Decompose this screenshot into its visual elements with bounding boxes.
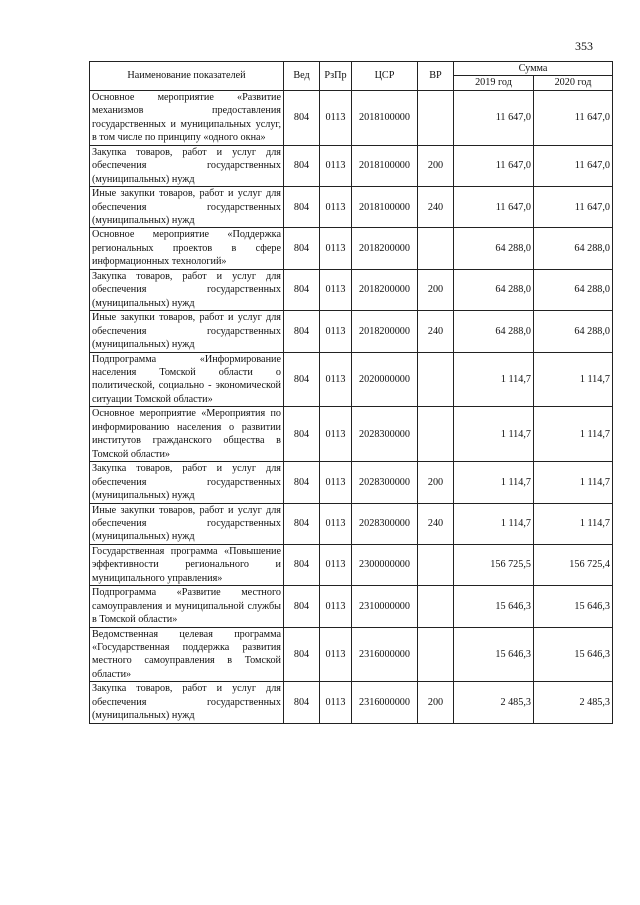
row-sum-2020: 15 646,3 <box>534 627 613 682</box>
header-2020: 2020 год <box>534 76 613 90</box>
row-sum-2019: 11 647,0 <box>454 187 534 228</box>
row-name: Иные закупки товаров, работ и услуг для обеспечения государственных (муниципальных) нужд <box>90 503 284 544</box>
row-csr: 2310000000 <box>352 586 418 627</box>
row-vr <box>418 352 454 407</box>
row-rzpr: 0113 <box>320 187 352 228</box>
row-sum-2019: 1 114,7 <box>454 462 534 503</box>
row-name: Иные закупки товаров, работ и услуг для обеспечения государственных (муниципальных) нужд <box>90 311 284 352</box>
row-rzpr: 0113 <box>320 544 352 585</box>
row-vr: 200 <box>418 269 454 310</box>
row-sum-2020: 11 647,0 <box>534 145 613 186</box>
row-name: Закупка товаров, работ и услуг для обеспечения государственных (муниципальных) нужд <box>90 682 284 723</box>
row-ved: 804 <box>284 586 320 627</box>
row-ved: 804 <box>284 462 320 503</box>
row-ved: 804 <box>284 352 320 407</box>
row-name: Основное мероприятие «Мероприятия по информированию населения о развитии институтов гражданского общества в Томской области» <box>90 407 284 462</box>
row-ved: 804 <box>284 187 320 228</box>
row-vr: 200 <box>418 145 454 186</box>
table-row <box>90 462 613 503</box>
budget-table <box>89 61 613 724</box>
row-csr: 2018100000 <box>352 90 418 145</box>
row-sum-2020: 11 647,0 <box>534 90 613 145</box>
row-rzpr: 0113 <box>320 269 352 310</box>
row-sum-2020: 15 646,3 <box>534 586 613 627</box>
row-sum-2019: 64 288,0 <box>454 311 534 352</box>
table-header <box>90 62 613 91</box>
row-csr: 2316000000 <box>352 627 418 682</box>
row-name: Подпрограмма «Информирование населения Томской области о политической, социально - экономической ситуации Томской области» <box>90 352 284 407</box>
row-sum-2019: 64 288,0 <box>454 228 534 269</box>
row-csr: 2018100000 <box>352 187 418 228</box>
row-csr: 2018200000 <box>352 228 418 269</box>
table-row <box>90 90 613 145</box>
row-sum-2019: 11 647,0 <box>454 145 534 186</box>
table-row <box>90 269 613 310</box>
row-rzpr: 0113 <box>320 311 352 352</box>
row-ved: 804 <box>284 544 320 585</box>
header-csr: ЦСР <box>352 62 418 91</box>
header-ved: Вед <box>284 62 320 91</box>
row-sum-2020: 64 288,0 <box>534 269 613 310</box>
row-sum-2020: 2 485,3 <box>534 682 613 723</box>
table-row <box>90 627 613 682</box>
row-vr <box>418 627 454 682</box>
row-vr: 200 <box>418 682 454 723</box>
row-name: Закупка товаров, работ и услуг для обеспечения государственных (муниципальных) нужд <box>90 145 284 186</box>
row-csr: 2018100000 <box>352 145 418 186</box>
row-sum-2020: 11 647,0 <box>534 187 613 228</box>
table-row <box>90 187 613 228</box>
row-sum-2020: 1 114,7 <box>534 503 613 544</box>
row-vr: 240 <box>418 503 454 544</box>
row-vr <box>418 90 454 145</box>
row-vr: 240 <box>418 187 454 228</box>
row-csr: 2316000000 <box>352 682 418 723</box>
row-sum-2020: 1 114,7 <box>534 407 613 462</box>
header-2019: 2019 год <box>454 76 534 90</box>
header-name: Наименование показателей <box>90 62 284 91</box>
row-sum-2020: 1 114,7 <box>534 462 613 503</box>
row-rzpr: 0113 <box>320 407 352 462</box>
table-row <box>90 228 613 269</box>
row-ved: 804 <box>284 682 320 723</box>
row-sum-2019: 64 288,0 <box>454 269 534 310</box>
row-rzpr: 0113 <box>320 352 352 407</box>
row-rzpr: 0113 <box>320 228 352 269</box>
row-csr: 2018200000 <box>352 311 418 352</box>
row-csr: 2018200000 <box>352 269 418 310</box>
row-sum-2020: 156 725,4 <box>534 544 613 585</box>
row-name: Основное мероприятие «Поддержка региональных проектов в сфере информационных технологий» <box>90 228 284 269</box>
row-name: Подпрограмма «Развитие местного самоуправления и муниципальной службы в Томской области» <box>90 586 284 627</box>
row-rzpr: 0113 <box>320 586 352 627</box>
row-vr <box>418 407 454 462</box>
row-name: Ведомственная целевая программа «Государственная поддержка развития местного самоуправления в Томской области» <box>90 627 284 682</box>
page-number: 353 <box>575 39 593 53</box>
row-rzpr: 0113 <box>320 462 352 503</box>
header-rzpr: РзПр <box>320 62 352 91</box>
row-sum-2019: 1 114,7 <box>454 407 534 462</box>
row-vr <box>418 544 454 585</box>
row-ved: 804 <box>284 407 320 462</box>
row-rzpr: 0113 <box>320 90 352 145</box>
row-name: Закупка товаров, работ и услуг для обеспечения государственных (муниципальных) нужд <box>90 462 284 503</box>
row-sum-2019: 15 646,3 <box>454 627 534 682</box>
row-csr: 2028300000 <box>352 503 418 544</box>
header-vr: ВР <box>418 62 454 91</box>
row-csr: 2300000000 <box>352 544 418 585</box>
row-name: Иные закупки товаров, работ и услуг для обеспечения государственных (муниципальных) нужд <box>90 187 284 228</box>
row-name: Основное мероприятие «Развитие механизмов предоставления государственных и муниципальных услуг, в том числе по принципу «одного окна» <box>90 90 284 145</box>
row-name: Закупка товаров, работ и услуг для обеспечения государственных (муниципальных) нужд <box>90 269 284 310</box>
table-row <box>90 352 613 407</box>
row-sum-2019: 1 114,7 <box>454 352 534 407</box>
row-csr: 2020000000 <box>352 352 418 407</box>
row-sum-2019: 156 725,5 <box>454 544 534 585</box>
row-ved: 804 <box>284 627 320 682</box>
row-sum-2019: 1 114,7 <box>454 503 534 544</box>
row-sum-2019: 2 485,3 <box>454 682 534 723</box>
row-name: Государственная программа «Повышение эффективности регионального и муниципального управления» <box>90 544 284 585</box>
row-ved: 804 <box>284 228 320 269</box>
row-vr: 200 <box>418 462 454 503</box>
table-row <box>90 407 613 462</box>
row-rzpr: 0113 <box>320 682 352 723</box>
row-sum-2020: 1 114,7 <box>534 352 613 407</box>
row-csr: 2028300000 <box>352 462 418 503</box>
row-ved: 804 <box>284 311 320 352</box>
table-row <box>90 586 613 627</box>
row-ved: 804 <box>284 269 320 310</box>
row-csr: 2028300000 <box>352 407 418 462</box>
row-ved: 804 <box>284 145 320 186</box>
row-ved: 804 <box>284 503 320 544</box>
row-ved: 804 <box>284 90 320 145</box>
header-sum: Сумма <box>454 62 613 76</box>
row-sum-2019: 11 647,0 <box>454 90 534 145</box>
table-body <box>90 90 613 723</box>
row-sum-2020: 64 288,0 <box>534 311 613 352</box>
table-row <box>90 145 613 186</box>
row-sum-2019: 15 646,3 <box>454 586 534 627</box>
row-vr <box>418 228 454 269</box>
table-row <box>90 544 613 585</box>
row-sum-2020: 64 288,0 <box>534 228 613 269</box>
row-rzpr: 0113 <box>320 503 352 544</box>
table-row <box>90 311 613 352</box>
table-row <box>90 503 613 544</box>
table-row <box>90 682 613 723</box>
row-vr: 240 <box>418 311 454 352</box>
row-rzpr: 0113 <box>320 627 352 682</box>
row-rzpr: 0113 <box>320 145 352 186</box>
row-vr <box>418 586 454 627</box>
